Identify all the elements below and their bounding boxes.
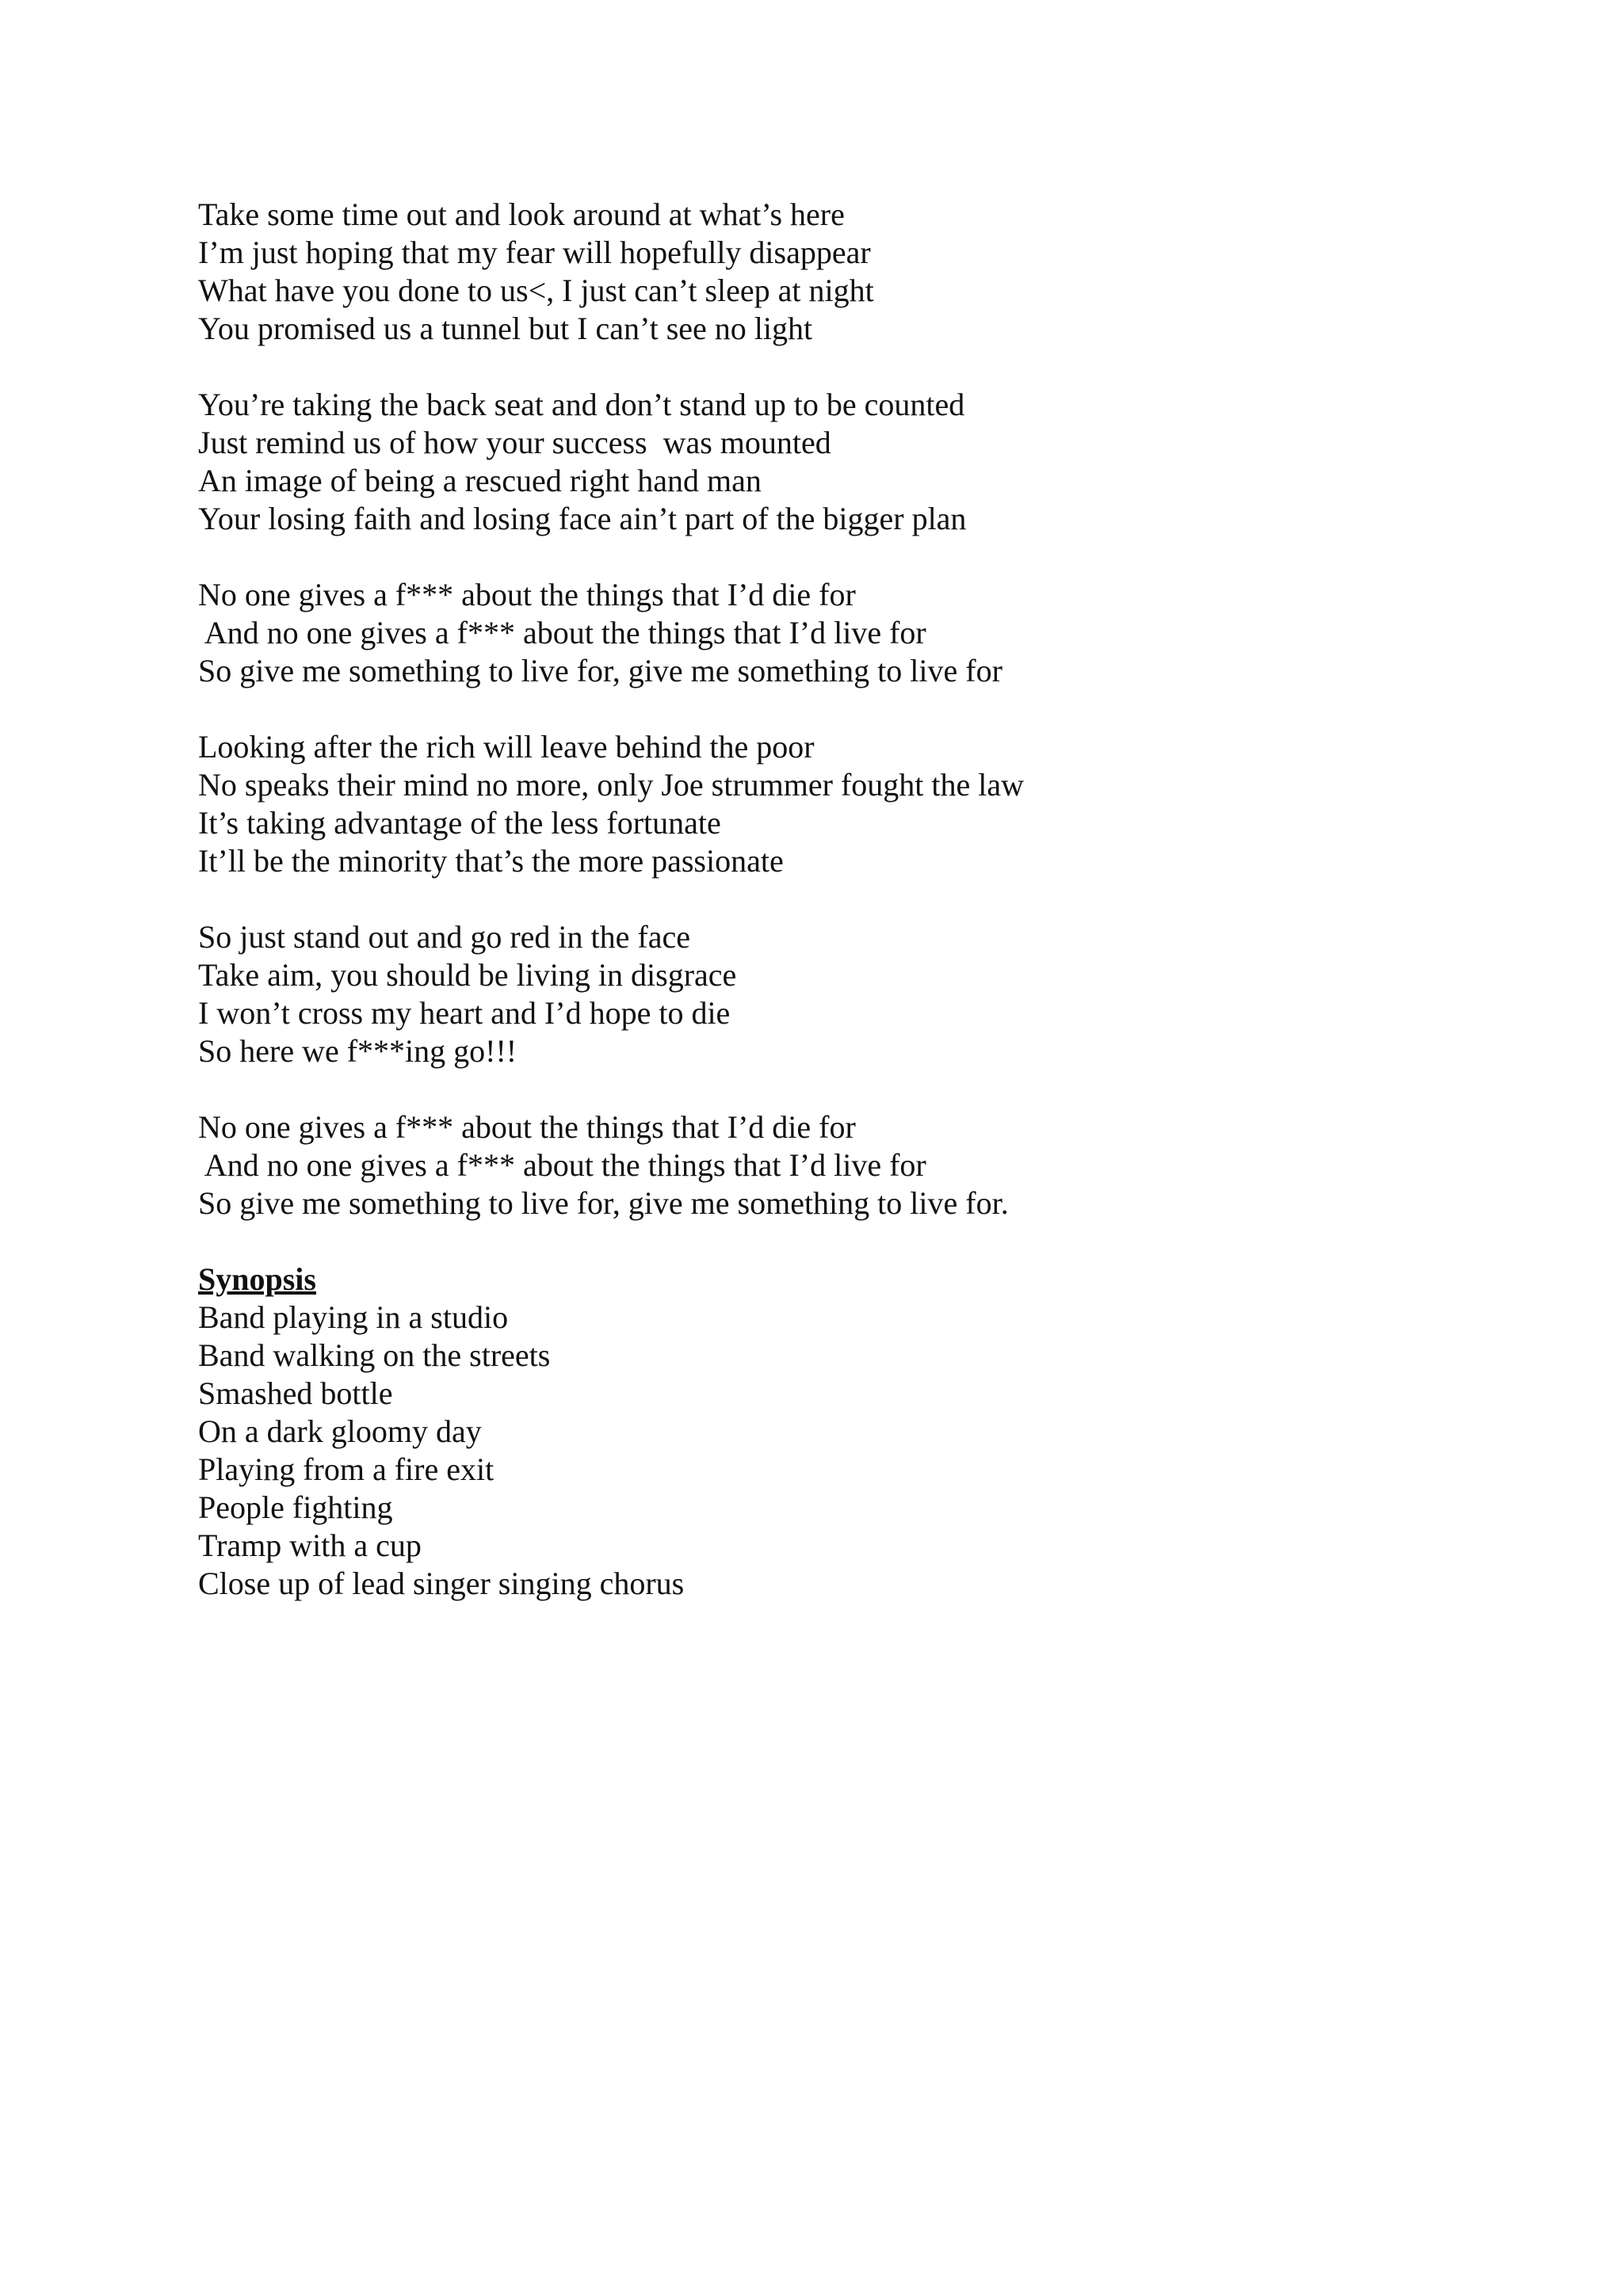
synopsis-item: Band walking on the streets — [198, 1337, 551, 1373]
lyric-line: I won’t cross my heart and I’d hope to die — [198, 995, 731, 1031]
lyrics-chorus-2 — [198, 1108, 1545, 1222]
synopsis-item: Tramp with a cup — [198, 1527, 422, 1563]
lyrics-stanza-1 — [198, 196, 1545, 348]
lyric-line: Looking after the rich will leave behind the poor — [198, 729, 815, 765]
lyric-line: No speaks their mind no more, only Joe strummer fought the law — [198, 767, 1025, 803]
lyric-line: So here we f***ing go!!! — [198, 1033, 517, 1069]
synopsis-item: Playing from a fire exit — [198, 1451, 495, 1487]
lyrics-stanza-5 — [198, 918, 1545, 1070]
synopsis-item: Close up of lead singer singing chorus — [198, 1566, 685, 1601]
lyric-line: So give me something to live for, give me something to live for. — [198, 1185, 1009, 1221]
synopsis-item: On a dark gloomy day — [198, 1413, 482, 1449]
lyric-line: Take some time out and look around at what’s here — [198, 196, 845, 232]
synopsis-item: Smashed bottle — [198, 1375, 393, 1411]
synopsis-heading: Synopsis — [198, 1261, 316, 1297]
document-body — [198, 196, 1545, 1603]
lyric-line: I’m just hoping that my fear will hopefully disappear — [198, 235, 871, 270]
lyric-line: Take aim, you should be living in disgrace — [198, 957, 737, 993]
lyric-line: So just stand out and go red in the face — [198, 919, 690, 955]
lyrics-stanza-4 — [198, 728, 1545, 880]
lyric-line: And no one gives a f*** about the things that I’d live for — [198, 1147, 926, 1183]
synopsis-section — [198, 1261, 1545, 1603]
lyrics-stanza-2 — [198, 386, 1545, 538]
lyric-line: And no one gives a f*** about the things that I’d live for — [198, 615, 926, 650]
lyric-line: No one gives a f*** about the things that I’d die for — [198, 1109, 856, 1145]
lyric-line: So give me something to live for, give me something to live for — [198, 653, 1002, 688]
lyric-line: You’re taking the back seat and don’t stand up to be counted — [198, 387, 965, 422]
lyric-line: You promised us a tunnel but I can’t see no light — [198, 311, 813, 346]
lyric-line: What have you done to us<, I just can’t sleep at night — [198, 273, 874, 308]
lyric-line: It’s taking advantage of the less fortunate — [198, 805, 721, 841]
lyric-line: It’ll be the minority that’s the more passionate — [198, 843, 784, 879]
lyric-line: Your losing faith and losing face ain’t part of the bigger plan — [198, 501, 967, 536]
synopsis-item: People fighting — [198, 1489, 393, 1525]
lyric-line: Just remind us of how your success was mounted — [198, 425, 831, 460]
lyric-line: An image of being a rescued right hand man — [198, 463, 762, 498]
lyrics-chorus-1 — [198, 576, 1545, 690]
synopsis-item: Band playing in a studio — [198, 1299, 509, 1335]
lyric-line: No one gives a f*** about the things that I’d die for — [198, 577, 856, 612]
